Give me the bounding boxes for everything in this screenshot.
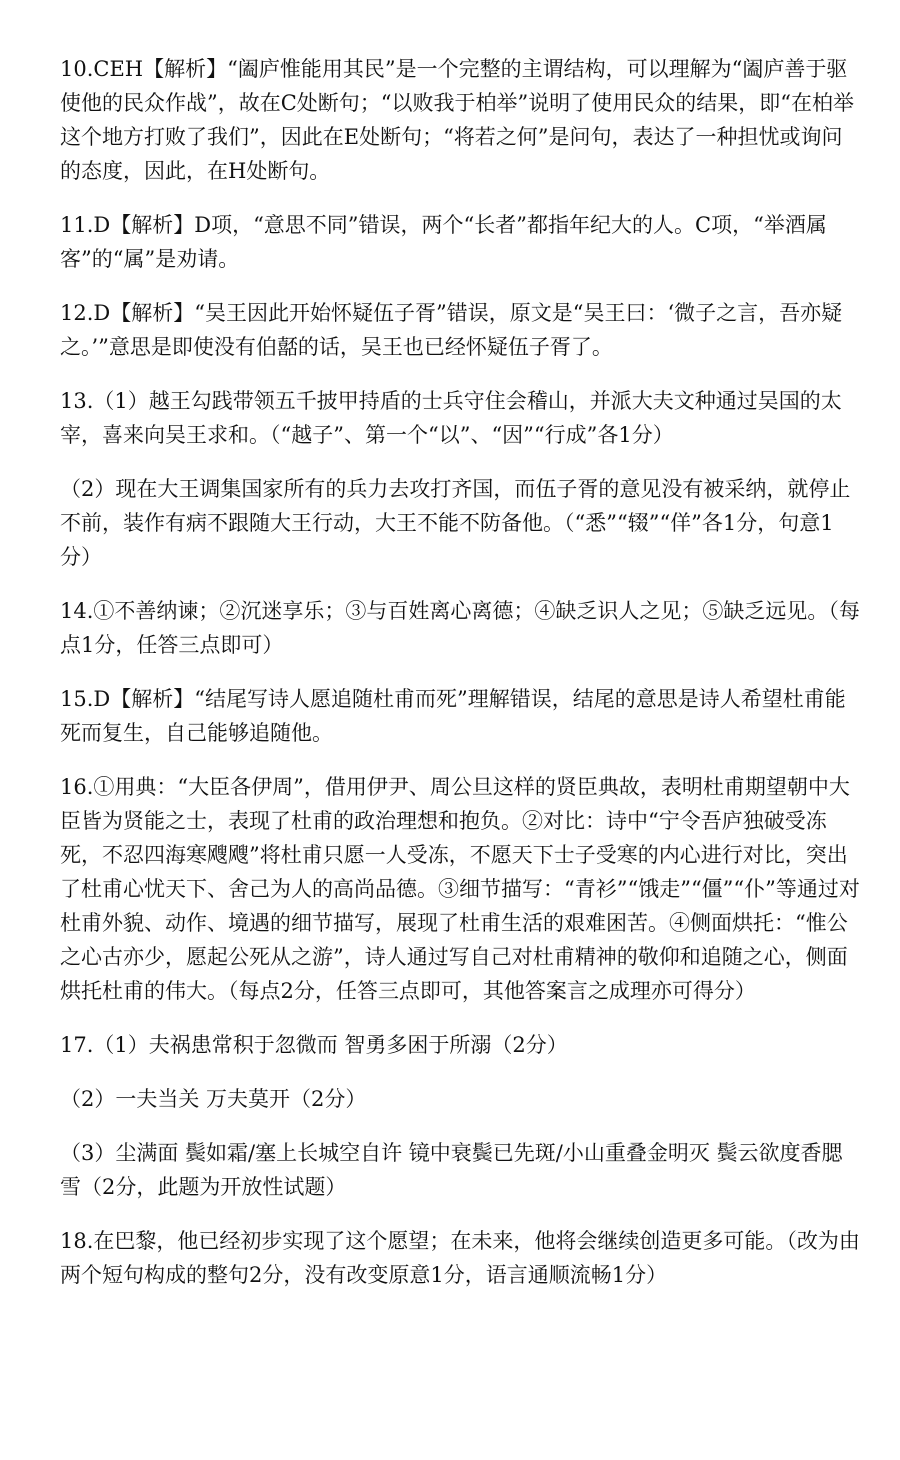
answer-17-part-3: （3）尘满面 鬓如霜/塞上长城空自许 镜中衰鬓已先斑/小山重叠金明灭 鬓云欲度香腮雪（2分，此题为开放性试题） xyxy=(60,1141,843,1199)
answer-13-part-1: 13.（1）越王勾践带领五千披甲持盾的士兵守住会稽山，并派大夫文种通过吴国的太宰，喜来向吴王求和。（“越子”、第一个“以”、“因”“行成”各1分） xyxy=(60,389,842,447)
answer-17-part-1: 17.（1）夫祸患常积于忽微而 智勇多困于所溺（2分） xyxy=(60,1033,568,1057)
answer-document xyxy=(60,52,860,1312)
answer-16: 16.①用典：“大臣各伊周”，借用伊尹、周公旦这样的贤臣典故，表明杜甫期望朝中大臣皆为贤能之士，表现了杜甫的政治理想和抱负。②对比：诗中“宁令吾庐独破受冻死，不忍四海寒飕飕”将杜甫只愿一人受冻，不愿天下士子受寒的内心进行对比，突出了杜甫心忧天下、舍己为人的高尚品德。③细节描写：“青衫”“饿走”“僵”“仆”等通过对杜甫外貌、动作、境遇的细节描写，展现了杜甫生活的艰难困苦。④侧面烘托：“惟公之心古亦少，愿起公死从之游”，诗人通过写自己对杜甫精神的敬仰和追随之心，侧面烘托杜甫的伟大。（每点2分，任答三点即可，其他答案言之成理亦可得分） xyxy=(60,775,860,1003)
answer-11: 11.D【解析】D项，“意思不同”错误，两个“长者”都指年纪大的人。C项，“举酒属客”的“属”是劝请。 xyxy=(60,213,827,271)
answer-14: 14.①不善纳谏；②沉迷享乐；③与百姓离心离德；④缺乏识人之见；⑤缺乏远见。（每点1分，任答三点即可） xyxy=(60,599,860,657)
answer-18: 18.在巴黎，他已经初步实现了这个愿望；在未来，他将会继续创造更多可能。（改为由两个短句构成的整句2分，没有改变原意1分，语言通顺流畅1分） xyxy=(60,1229,860,1287)
answer-17-part-2: （2）一夫当关 万夫莫开（2分） xyxy=(60,1087,367,1111)
answer-15: 15.D【解析】“结尾写诗人愿追随杜甫而死”理解错误，结尾的意思是诗人希望杜甫能死而复生，自己能够追随他。 xyxy=(60,687,846,745)
answer-10: 10.CEH【解析】“阖庐惟能用其民”是一个完整的主谓结构，可以理解为“阖庐善于驱使他的民众作战”，故在C处断句；“以败我于柏举”说明了使用民众的结果，即“在柏举这个地方打败了我们”，因此在E处断句；“将若之何”是问句，表达了一种担忧或询问的态度，因此，在H处断句。 xyxy=(60,57,855,183)
answer-13-part-2: （2）现在大王调集国家所有的兵力去攻打齐国，而伍子胥的意见没有被采纳，就停止不前，装作有病不跟随大王行动，大王不能不防备他。（“悉”“辍”“佯”各1分，句意1分） xyxy=(60,477,851,569)
answer-12: 12.D【解析】“吴王因此开始怀疑伍子胥”错误，原文是“吴王曰：‘微子之言，吾亦疑之。’”意思是即使没有伯嚭的话，吴王也已经怀疑伍子胥了。 xyxy=(60,301,843,359)
